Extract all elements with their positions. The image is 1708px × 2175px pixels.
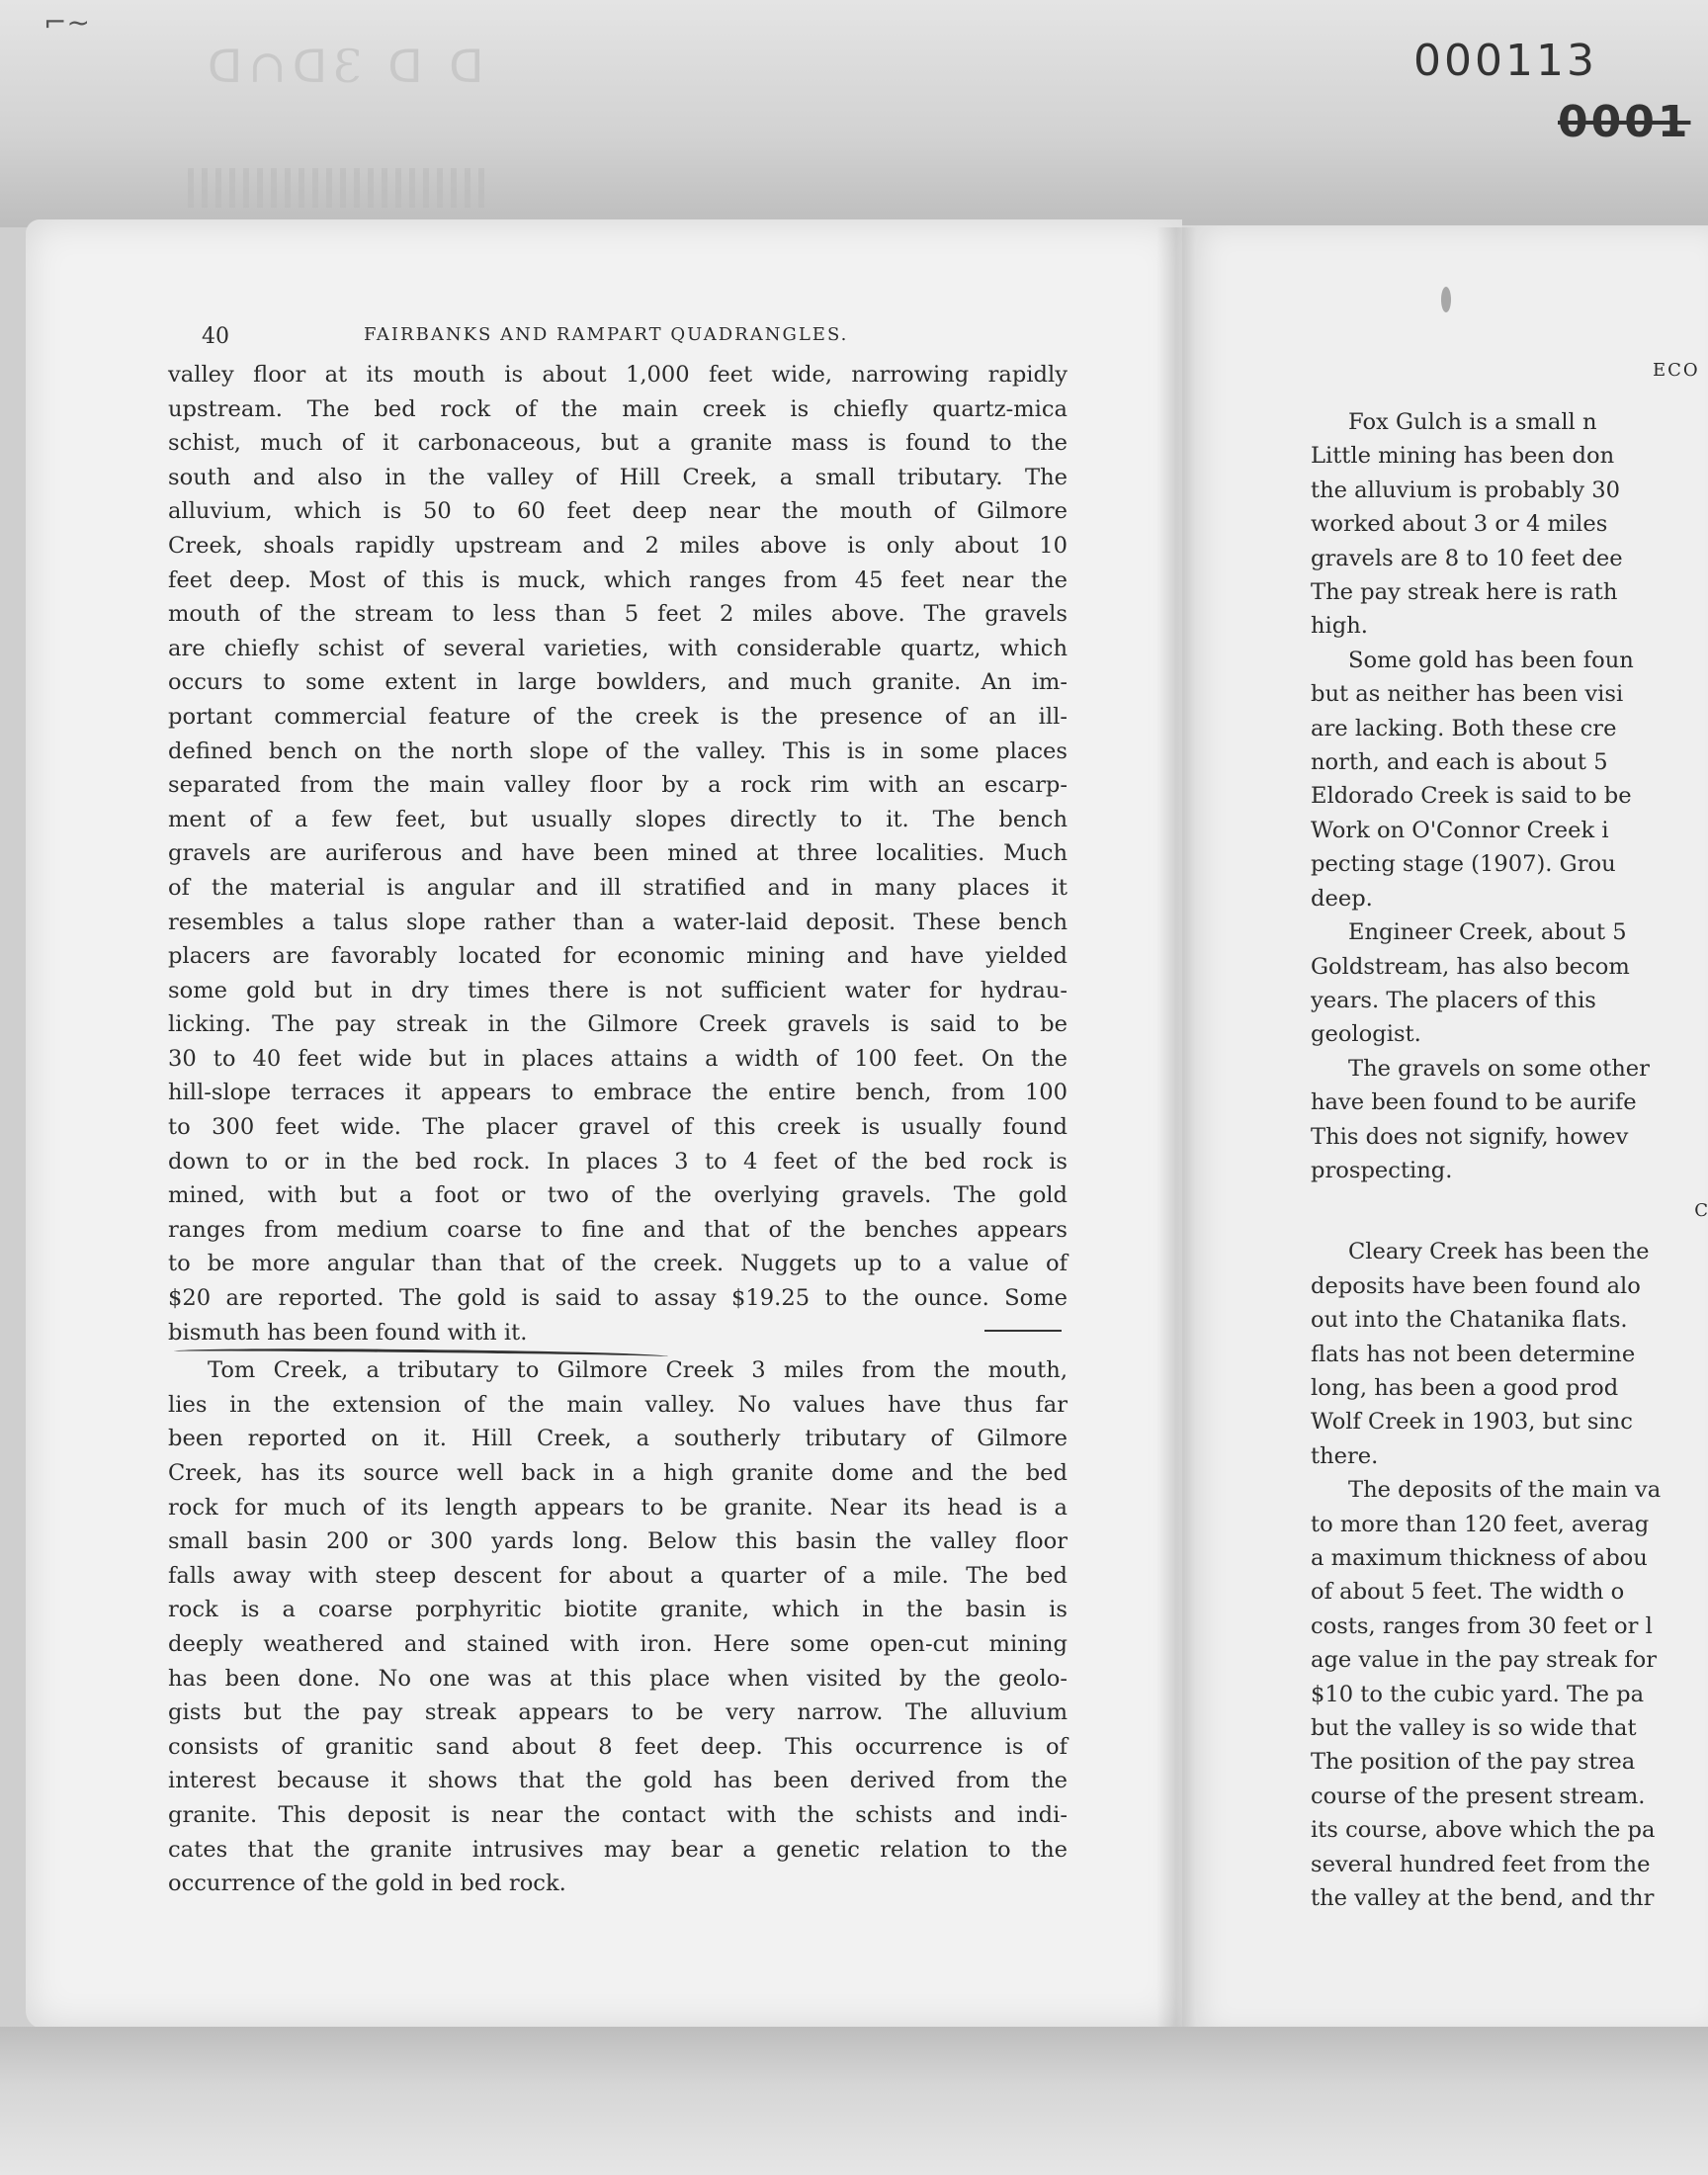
text-line: deep. <box>1311 885 1373 912</box>
text-line: rock is a coarse porphyritic biotite granite, which in the basin is <box>168 1597 1068 1623</box>
text-line: been reported on it. Hill Creek, a southerly tributary of Gilmore <box>168 1426 1068 1452</box>
text-line: consists of granitic sand about 8 feet deep. This occurrence is of <box>168 1733 1068 1760</box>
text-line: rock for much of its length appears to be granite. Near its head is a <box>168 1494 1068 1521</box>
text-line: occurs to some extent in large bowlders, and much granite. An im- <box>168 669 1068 696</box>
text-line: out into the Chatanika flats. <box>1311 1307 1628 1334</box>
text-line: its course, above which the pa <box>1311 1817 1656 1844</box>
text-line: flats has not been determine <box>1311 1341 1636 1367</box>
text-line: $10 to the cubic yard. The pa <box>1311 1681 1645 1707</box>
text-line: years. The placers of this <box>1311 987 1596 1013</box>
text-line: interest because it shows that the gold has been derived from the <box>168 1768 1068 1794</box>
text-line: to 300 feet wide. The placer gravel of this creek is usually found <box>168 1114 1068 1141</box>
text-line: The deposits of the main va <box>1348 1477 1662 1504</box>
text-line: The position of the pay strea <box>1311 1749 1636 1776</box>
text-line: gists but the pay streak appears to be very narrow. The alluvium <box>168 1699 1068 1726</box>
text-line: granite. This deposit is near the contact with the schists and indi- <box>168 1801 1068 1828</box>
text-line: costs, ranges from 30 feet or l <box>1311 1612 1653 1639</box>
text-line: mouth of the stream to less than 5 feet 2 miles above. The gravels <box>168 601 1068 628</box>
text-line: Creek, has its source well back in a high granite dome and the bed <box>168 1460 1068 1486</box>
text-line: down to or in the bed rock. In places 3 to 4 feet of the bed rock is <box>168 1148 1068 1174</box>
text-line: age value in the pay streak for <box>1311 1647 1658 1674</box>
text-line: The gravels on some other <box>1348 1055 1650 1082</box>
text-line: are chiefly schist of several varieties, with considerable quartz, which <box>168 635 1068 661</box>
text-line: several hundred feet from the <box>1311 1851 1651 1877</box>
text-line: pecting stage (1907). Grou <box>1311 851 1616 878</box>
text-line: have been found to be aurife <box>1311 1089 1637 1116</box>
text-line: separated from the main valley floor by a rock rim with an escarp- <box>168 772 1068 799</box>
book-gutter <box>1156 227 1196 2027</box>
text-line: deposits have been found alo <box>1311 1272 1641 1299</box>
text-line: licking. The pay streak in the Gilmore Creek gravels is said to be <box>168 1011 1068 1038</box>
text-line: north, and each is about 5 <box>1311 749 1608 776</box>
running-head: FAIRBANKS AND RAMPART QUADRANGLES. <box>364 324 849 345</box>
text-line: some gold but in dry times there is not sufficient water for hydrau- <box>168 977 1068 1003</box>
text-line: Eldorado Creek is said to be <box>1311 783 1632 810</box>
text-line: the valley at the bend, and thr <box>1311 1885 1655 1912</box>
text-line: of the material is angular and ill stratified and in many places it <box>168 874 1068 901</box>
text-line: has been done. No one was at this place when visited by the geolo- <box>168 1665 1068 1692</box>
text-line: mined, with but a foot or two of the overlying gravels. The gold <box>168 1182 1068 1209</box>
right-running-head: ECO <box>1653 360 1700 381</box>
text-line: geologist. <box>1311 1021 1421 1048</box>
text-line: This does not signify, howev <box>1311 1123 1629 1150</box>
text-line: Goldstream, has also becom <box>1311 953 1630 980</box>
section-heading-fragment: C <box>1694 1200 1708 1222</box>
text-line: Little mining has been don <box>1311 443 1615 470</box>
text-line: prospecting. <box>1311 1157 1453 1183</box>
text-line: Wolf Creek in 1903, but sinc <box>1311 1409 1633 1436</box>
text-line: hill-slope terraces it appears to embrace the entire bench, from 100 <box>168 1080 1068 1106</box>
text-line: Fox Gulch is a small n <box>1348 409 1597 435</box>
handwritten-struck-number: 0001 <box>1558 97 1691 147</box>
text-line: gravels are auriferous and have been mined at three localities. Much <box>168 840 1068 867</box>
text-line: the alluvium is probably 30 <box>1311 477 1620 503</box>
left-page-body <box>168 358 1068 1901</box>
text-line: Creek, shoals rapidly upstream and 2 miles above is only about 10 <box>168 532 1068 559</box>
text-line: deeply weathered and stained with iron. Here some open-cut mining <box>168 1630 1068 1657</box>
pencil-underline-some <box>984 1330 1062 1336</box>
text-line: a maximum thickness of abou <box>1311 1545 1648 1571</box>
text-line: portant commercial feature of the creek is the presence of an ill- <box>168 703 1068 730</box>
text-line: valley floor at its mouth is about 1,000 feet wide, narrowing rapidly <box>168 362 1068 388</box>
text-line: small basin 200 or 300 yards long. Below this basin the valley floor <box>168 1528 1068 1555</box>
text-line: of about 5 feet. The width o <box>1311 1579 1625 1606</box>
page-number: 40 <box>202 324 229 349</box>
text-line: $20 are reported. The gold is said to assay $19.25 to the ounce. Some <box>168 1285 1068 1312</box>
text-line: Tom Creek, a tributary to Gilmore Creek 3 miles from the mouth, <box>208 1357 1068 1384</box>
stray-mark: ⌐~ <box>43 6 90 39</box>
text-line: upstream. The bed rock of the main creek is chiefly quartz-mica <box>168 395 1068 422</box>
text-line: occurrence of the gold in bed rock. <box>168 1870 566 1897</box>
text-line: there. <box>1311 1442 1379 1469</box>
text-line: gravels are 8 to 10 feet dee <box>1311 545 1623 571</box>
text-line: schist, much of it carbonaceous, but a granite mass is found to the <box>168 430 1068 457</box>
bleed-through-texture <box>188 168 484 208</box>
text-line: feet deep. Most of this is muck, which ranges from 45 feet near the <box>168 566 1068 593</box>
text-line: ment of a few feet, but usually slopes directly to it. The bench <box>168 806 1068 832</box>
text-line: Engineer Creek, about 5 <box>1348 919 1627 946</box>
handwritten-archive-number: 000113 <box>1413 36 1597 86</box>
scanner-bottom-band <box>0 2027 1708 2175</box>
text-line: ranges from medium coarse to fine and that of the benches appears <box>168 1216 1068 1243</box>
text-line: but the valley is so wide that <box>1311 1715 1637 1742</box>
bleed-through-text: ᗡ∩ᗡƐ ᗡ ᗡ <box>208 40 490 93</box>
text-line: to more than 120 feet, averag <box>1311 1511 1650 1537</box>
text-line: worked about 3 or 4 miles <box>1311 511 1608 538</box>
text-line: Work on O'Connor Creek i <box>1311 817 1609 843</box>
text-line: defined bench on the north slope of the valley. This is in some places <box>168 738 1068 764</box>
smudge-mark <box>1441 287 1451 312</box>
text-line: placers are favorably located for economic mining and have yielded <box>168 943 1068 970</box>
text-line: course of the present stream. <box>1311 1783 1646 1809</box>
text-line: lies in the extension of the main valley. No values have thus far <box>168 1391 1068 1418</box>
text-line: 30 to 40 feet wide but in places attains a width of 100 feet. On the <box>168 1045 1068 1072</box>
text-line: south and also in the valley of Hill Creek, a small tributary. The <box>168 464 1068 490</box>
text-line: Some gold has been foun <box>1348 647 1634 673</box>
text-line: cates that the granite intrusives may bear a genetic relation to the <box>168 1836 1068 1863</box>
text-line: falls away with steep descent for about a quarter of a mile. The bed <box>168 1562 1068 1589</box>
text-line: to be more angular than that of the creek. Nuggets up to a value of <box>168 1251 1068 1277</box>
text-line: high. <box>1311 613 1368 640</box>
text-line: are lacking. Both these cre <box>1311 715 1617 741</box>
text-line: bismuth has been found with it. <box>168 1319 528 1346</box>
text-line: alluvium, which is 50 to 60 feet deep near the mouth of Gilmore <box>168 498 1068 525</box>
text-line: The pay streak here is rath <box>1311 579 1618 606</box>
right-page-body <box>1311 405 1708 1915</box>
text-line: long, has been a good prod <box>1311 1374 1619 1401</box>
text-line: resembles a talus slope rather than a water-laid deposit. These bench <box>168 909 1068 935</box>
text-line: Cleary Creek has been the <box>1348 1239 1650 1265</box>
text-line: but as neither has been visi <box>1311 681 1624 708</box>
